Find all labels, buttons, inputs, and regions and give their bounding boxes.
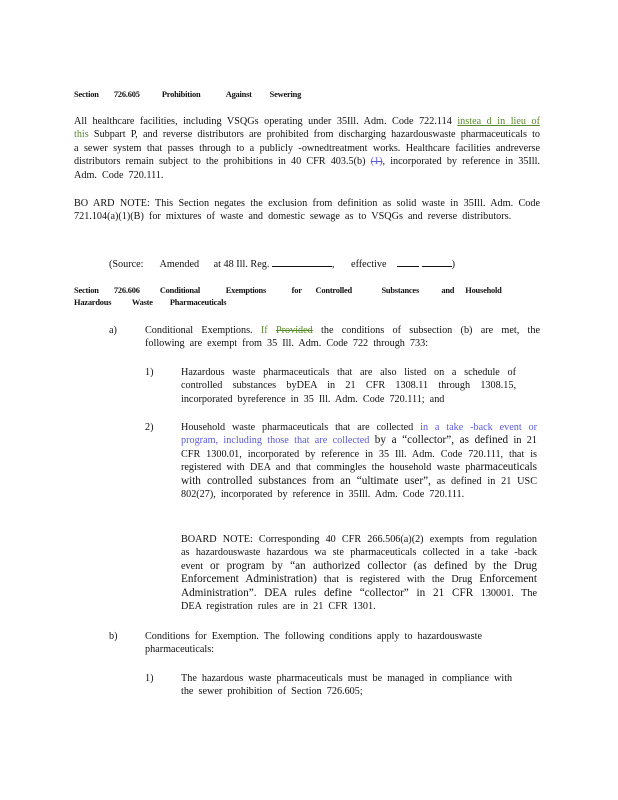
- section-726-605-heading: [74, 88, 374, 101]
- heading-word: Exemptions: [225, 286, 267, 295]
- paragraph-text: or program by “an authorized collector (as defined by the Drug Enforcement Administration): [181, 559, 538, 586]
- paragraph-text: 130001. The DEA registration rules are in 21 CFR 1301.: [181, 587, 538, 613]
- paragraph-text: BOARD NOTE: Corresponding 40 CFR 266.506(a)(2) exempts from regulation as hazardouswaste hazardous wa ste pharmaceuticals collected in a take -back event: [181, 534, 537, 572]
- paragraph-text: Conditional Exemptions.: [145, 325, 253, 336]
- paragraph-text: in 21 CFR 1300.01, incorporated by reference in 35 Ill. Adm. Code 720.111, that is registered with DEA and that commingles the household waste ph: [181, 435, 537, 474]
- inserted-text: this: [74, 129, 89, 141]
- source-register: at 48 Ill. Reg.: [213, 259, 270, 270]
- item-a1-text: Hazardous waste pharmaceuticals that are also listed on a schedule of controlled substances byDEA in 21 CFR 1308.11 through 1308.15, incorporated byreference in 35 Ill. Adm. Code 720.111; and: [181, 367, 516, 405]
- section-726-606-heading-line2: [74, 296, 374, 309]
- section-word: Section: [74, 286, 99, 295]
- paragraph-text: , incorporated by reference in 35Ill. Adm. Code 720.111.: [74, 156, 541, 181]
- paragraph-text: by a “collector”, as defined: [374, 434, 509, 447]
- paragraph-text: Enforcement Administration”. DEA rules define “collector” in 21 CFR: [181, 573, 538, 599]
- deleted-text: (1): [370, 156, 383, 168]
- paragraph-text: as defined in 21 USC 802(27), incorporated by reference in 35Ill. Adm. Code 720.111.: [181, 475, 537, 501]
- board-note-2: [181, 533, 537, 613]
- source-amended: Amended: [159, 259, 200, 270]
- subsection-b-text: Conditions for Exemption. The following conditions apply to hazardouswaste pharmaceuticals:: [145, 631, 482, 656]
- section-number: 726.606: [113, 286, 140, 295]
- board-note: BO ARD NOTE: This Section negates the exclusion from definition as solid waste in 35Ill. Adm. Code 721.104(a)(1)(B) for mixtures of waste and domestic sewage as to VSQGs and reverse distributors.: [74, 198, 540, 223]
- inserted-text: If: [260, 325, 268, 336]
- item-b1-text: The hazardous waste pharmaceuticals must be managed in compliance with the sewer prohibition of Section 726.605;: [181, 673, 513, 698]
- source-effective: effective: [351, 259, 387, 270]
- item-b1-label: 1): [145, 673, 154, 684]
- item-a2-label: 2): [145, 422, 154, 433]
- source-close: ): [451, 259, 455, 270]
- heading-word: Pharmaceuticals: [169, 298, 227, 307]
- paragraph-text: Household waste pharmaceuticals that are collected: [181, 422, 414, 433]
- item-a1-label: 1): [145, 367, 154, 378]
- heading-word: Waste: [131, 298, 153, 307]
- date-blank: [397, 256, 419, 267]
- subsection-b-label: b): [109, 631, 118, 642]
- heading-word: and: [441, 286, 455, 295]
- date-blank: [422, 256, 452, 267]
- heading-word: Substances: [381, 286, 419, 295]
- paragraph-text: that is registered with the Drug: [323, 574, 473, 586]
- subsection-a-text: [145, 324, 540, 351]
- heading-word: Controlled: [315, 286, 352, 295]
- heading-word: Against: [225, 90, 252, 99]
- subsection-a-label: a): [109, 325, 117, 336]
- heading-word: Prohibition: [161, 90, 201, 99]
- inserted-text: instea d in lieu of: [457, 116, 540, 127]
- heading-word: for: [291, 286, 302, 295]
- paragraph-text: armaceuticals with controlled substances from an “ultimate user”,: [181, 461, 537, 487]
- heading-word: Sewering: [269, 90, 302, 99]
- deleted-text: Provided: [275, 325, 313, 336]
- inserted-text: in a take -back event or program, including those that are collected: [181, 422, 538, 447]
- heading-word: Household: [465, 286, 502, 295]
- paragraph-text: All healthcare facilities, including VSQGs operating under 35Ill. Adm. Code 722.114: [74, 116, 452, 127]
- source-line: (Source: Amended at 48 Ill. Reg. , effective ): [109, 256, 529, 271]
- paragraph-text: the conditions of subsection (b) are met, the following are exempt from 35 Ill. Adm. Code 722 through 733:: [145, 325, 540, 350]
- heading-word: Conditional: [159, 286, 200, 295]
- heading-word: Hazardous: [74, 298, 112, 307]
- section-number: 726.605: [113, 90, 140, 99]
- source-label: (Source:: [109, 259, 144, 270]
- section-726-605-body: [74, 115, 540, 182]
- item-a2-text: [181, 421, 537, 501]
- paragraph-text: Subpart P, and reverse distributors are prohibited from discharging hazardouswaste pharmaceuticals to a sewer system that passes through to a publicly -ownedtreatment works. Healthcare facilities andreverse distributors remain subject to the prohibitions in 40 CFR 403.5(b): [74, 129, 541, 168]
- section-word: Section: [74, 90, 99, 99]
- register-blank: [272, 256, 332, 267]
